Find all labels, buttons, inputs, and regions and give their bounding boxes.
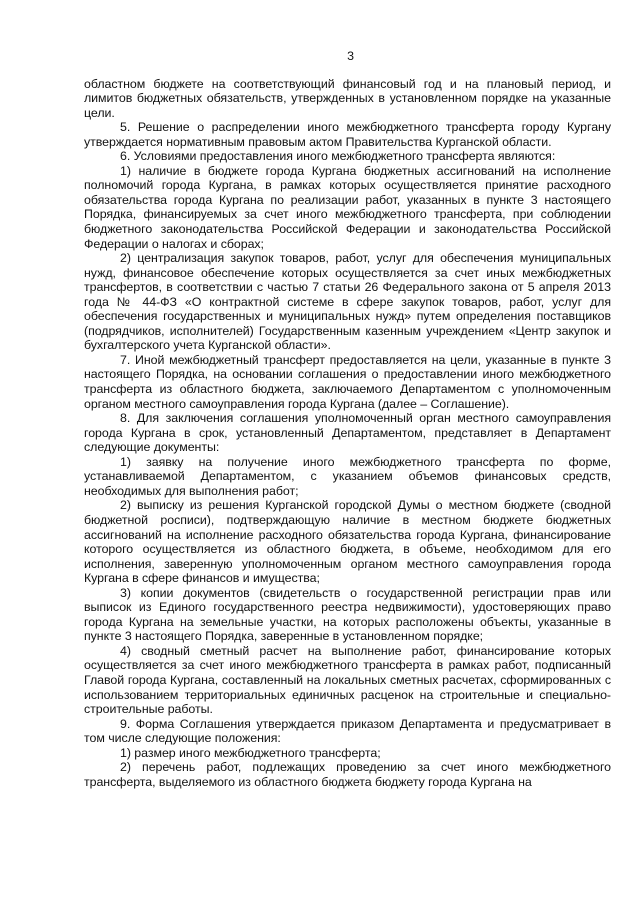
paragraph-8: 8. Для заключения соглашения уполномоченный орган местного самоуправления города Кургана в срок, установленный Департаментом, представляет в Департамент следующие документы: (84, 411, 611, 455)
page-number: 3 (347, 49, 354, 63)
paragraph-6: 6. Условиями предоставления иного межбюджетного трансферта являются: (120, 149, 556, 164)
paragraph-9-item-2: 2) перечень работ, подлежащих проведению за счет иного межбюджетного трансферта, выделяемого из областного бюджета бюджету города Кургана на (84, 760, 611, 789)
paragraph-8-item-4: 4) сводный сметный расчет на выполнение работ, финансирование которых осуществляется за счет иного межбюджетного трансферта в рамках работ, подписанный Главой города Кургана, составленный на локальных сметных расчетах, сформированных с использованием территориальных единичных расценок на строительные и специально-строительные работы. (84, 643, 611, 717)
paragraph-8-item-1: 1) заявку на получение иного межбюджетного трансферта по форме, устанавливаемой Департаментом, с указанием объемов финансовых средств, необходимых для выполнения работ; (84, 454, 611, 498)
paragraph-8-item-2: 2) выписку из решения Курганской городской Думы о местном бюджете (сводной бюджетной росписи), подтверждающую наличие в местном бюджете бюджетных ассигнований на исполнение расходного обязательства города Кургана, финансирование которого осуществляется из областного бюджета, в объеме, необходимом для его исполнения, заверенную уполномоченным органом местного самоуправления города Кургана в сфере финансов и имущества; (84, 498, 611, 586)
document-body (84, 77, 611, 790)
paragraph-9-item-1: 1) размер иного межбюджетного трансферта; (120, 745, 381, 760)
paragraph-6-item-2: 2) централизация закупок товаров, работ, услуг для обеспечения муниципальных нужд, финансовое обеспечение которых осуществляется за счет иных межбюджетных трансфертов, в соответствии с частью 7 статьи 26 Федерального закона от 5 апреля 2013 года № 44-ФЗ «О контрактной системе в сфере закупок товаров, работ, услуг для обеспечения государственных и муниципальных нужд» путем определения поставщиков (подрядчиков, исполнителей) Государственным казенным учреждением «Центр закупок и бухгалтерского учета Курганской области». (84, 251, 611, 353)
paragraph-6-item-1: 1) наличие в бюджете города Кургана бюджетных ассигнований на исполнение полномочий города Кургана, в рамках которых осуществляется принятие расходного обязательства города Кургана по реализации работ, указанных в пункте 3 настоящего Порядка, финансируемых за счет иного межбюджетного трансферта, при соблюдении бюджетного законодательства Российской Федерации и законодательства Российской Федерации о налогах и сборах; (84, 163, 611, 251)
paragraph-9: 9. Форма Соглашения утверждается приказом Департамента и предусматривает в том числе следующие положения: (84, 716, 611, 746)
paragraph-8-item-3: 3) копии документов (свидетельств о государственной регистрации прав или выписок из Единого государственного реестра недвижимости), удостоверяющих право города Кургана на земельные участки, на которых расположены объекты, указанные в пункте 3 настоящего Порядка, заверенные в установленном порядке; (84, 585, 611, 644)
paragraph-7: 7. Иной межбюджетный трансферт предоставляется на цели, указанные в пункте 3 настоящего Порядка, на основании соглашения о предоставлении иного межбюджетного трансферта из областного бюджета, заключаемого Департаментом с уполномоченным органом местного самоуправления города Кургана (далее – Соглашение). (84, 352, 611, 411)
document-page (84, 49, 611, 789)
paragraph-continuation: областном бюджете на соответствующий финансовый год и на плановый период, и лимитов бюджетных обязательств, утвержденных в установленном порядке на указанные цели. (84, 76, 611, 120)
paragraph-5: 5. Решение о распределении иного межбюджетного трансферта городу Кургану утверждается нормативным правовым актом Правительства Курганской области. (84, 120, 611, 149)
